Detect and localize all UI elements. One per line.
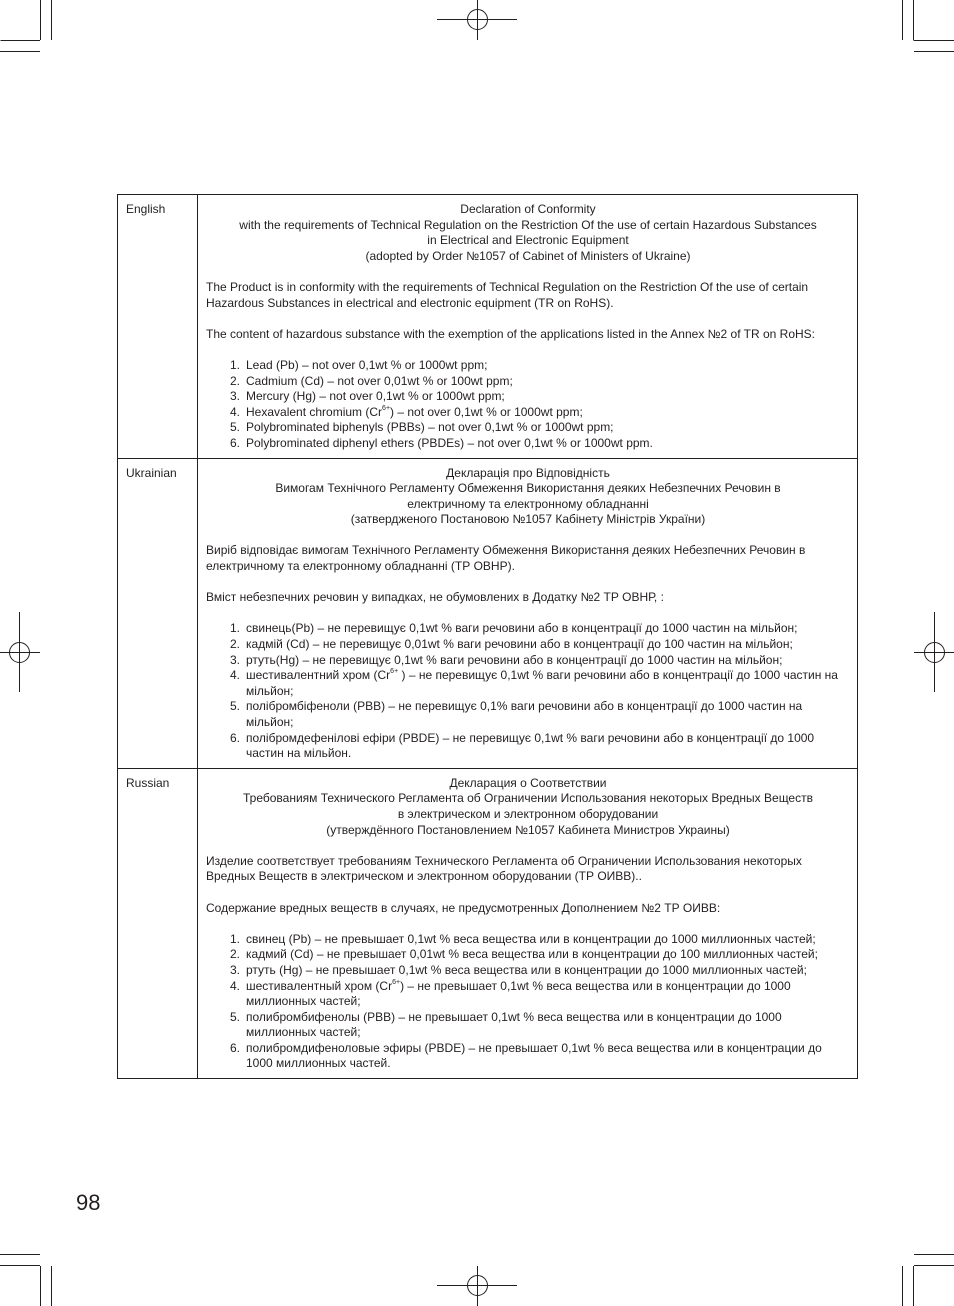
list-item-number: 6. [229, 1040, 240, 1055]
list-item-text [246, 653, 850, 669]
list-item-text-end: ) – не перевищує 0,1wt % ваги речовини або в концентрації до 1000 частин на мільйон; [246, 668, 838, 698]
language-label: Ukrainian [118, 458, 198, 768]
list-item-number: 1. [229, 621, 240, 636]
list-item-text-start: полібромбіфеноли (PBB) – не перевищує 0,1% ваги речовини або в концентрації до 1000 частин на мільйон; [246, 699, 803, 729]
list-item-number: 6. [229, 730, 240, 745]
list-item-text [246, 668, 850, 699]
heading-line: Вимогам Технічного Регламенту Обмеження Використання деяких Небезпечних Речовин в [275, 481, 781, 496]
list-item-number: 3. [229, 652, 240, 667]
list-item-number: 5. [229, 1009, 240, 1024]
list-item [206, 947, 850, 963]
registration-mark-bottom [437, 1266, 517, 1306]
substance-list [206, 932, 850, 1072]
declaration-row-english [118, 195, 858, 459]
list-item-text [246, 358, 850, 374]
list-item-text [246, 420, 850, 436]
list-item-text [246, 932, 850, 948]
list-item-number: 6. [229, 435, 240, 450]
list-item-number: 3. [229, 389, 240, 404]
list-item [206, 358, 850, 374]
language-label: English [118, 195, 198, 459]
heading-line: Декларація про Відповідність [446, 465, 610, 480]
list-item-number: 3. [229, 962, 240, 977]
list-item-number: 1. [229, 931, 240, 946]
declaration-paragraph: The Product is in conformity with the requirements of Technical Regulation on the Restriction Of the use of certain Hazardous Substances in electrical and electronic equipment (TR on RoHS). [206, 279, 809, 310]
list-item [206, 374, 850, 390]
list-item-text-start: ртуть(Hg) – не перевищує 0,1wt % ваги речовини або в концентрації до 1000 частин на мільйон; [246, 652, 783, 667]
list-item-text-start: ртуть (Hg) – не превышает 0,1wt % веса вещества или в концентрации до 1000 миллионных частей; [246, 962, 807, 977]
list-item-text-start: шестивалентный хром (Cr [246, 978, 393, 993]
declaration-paragraph: Виріб відповідає вимогам Технічного Регламенту Обмеження Використання деяких Небезпечних Речовин в електричному та електронному обладнанні (ТР ОВНР). [206, 543, 806, 574]
list-item [206, 389, 850, 405]
heading-line: в электрическом и электронном оборудовании [397, 806, 659, 821]
heading-line: електричному та електронному обладнанні [407, 496, 649, 511]
list-item-text [246, 947, 850, 963]
list-item-text-start: свинец (Pb) – не превышает 0,1wt % веса вещества или в концентрации до 1000 миллионных частей; [246, 931, 816, 946]
list-item-text-start: полібромдефенілові ефіри (PBDE) – не перевищує 0,1wt % ваги речовини або в концентрації до 1000 частин на мільйон. [246, 730, 815, 761]
list-item [206, 420, 850, 436]
declaration-body [198, 195, 858, 459]
declaration-heading [206, 466, 850, 528]
declaration-paragraph: Вміст небезпечних речовин у випадках, не обумовлених в Додатку №2 ТР ОВНР, : [206, 590, 664, 605]
declaration-body [198, 458, 858, 768]
list-item-text [246, 436, 850, 452]
list-item-text-start: Hexavalent chromium (Cr [246, 404, 383, 419]
superscript-charge: 6+ [382, 404, 391, 412]
declaration-paragraph: Содержание вредных веществ в случаях, не предусмотренных Дополнением №2 ТР ОИВВ: [206, 900, 721, 915]
list-item-text [246, 699, 850, 730]
list-item-text [246, 374, 850, 390]
declaration-body [198, 768, 858, 1078]
declaration-row-ukrainian [118, 458, 858, 768]
list-item-text [246, 1010, 850, 1041]
list-item-number: 2. [229, 637, 240, 652]
declaration-heading [206, 776, 850, 838]
list-item-text [246, 405, 850, 421]
list-item-text-start: шестивалентний хром (Cr [246, 668, 391, 683]
list-item [206, 668, 850, 699]
heading-line: Декларация о Соответствии [449, 775, 607, 790]
list-item [206, 963, 850, 979]
list-item-text [246, 621, 850, 637]
list-item [206, 637, 850, 653]
list-item [206, 621, 850, 637]
registration-mark-right [914, 612, 954, 692]
list-item-text [246, 731, 850, 762]
declaration-paragraph: Изделие соответствует требованиям Технического Регламента об Ограничении Использования некоторых Вредных Веществ в электрическом и электронном оборудовании (ТР ОИВВ).. [206, 853, 802, 884]
heading-line: Требованиям Технического Регламента об Ограничении Использования некоторых Вредных Веществ [243, 791, 813, 806]
heading-line: (утверждённого Постановлением №1057 Кабинета Министров Украины) [326, 822, 730, 837]
superscript-charge: 6+ [392, 978, 401, 986]
list-item [206, 1010, 850, 1041]
list-item-text-start: кадмий (Cd) – не превышает 0,01wt % веса вещества или в концентрации до 100 миллионных частей; [246, 947, 818, 962]
list-item [206, 979, 850, 1010]
list-item-text [246, 389, 850, 405]
registration-mark-top [437, 0, 517, 40]
list-item-text [246, 1041, 850, 1072]
list-item-number: 4. [229, 668, 240, 683]
heading-line: Declaration of Conformity [460, 202, 596, 216]
list-item [206, 699, 850, 730]
list-item [206, 731, 850, 762]
list-item-number: 4. [229, 404, 240, 419]
list-item-number: 4. [229, 978, 240, 993]
language-label: Russian [118, 768, 198, 1078]
list-item [206, 932, 850, 948]
list-item-text [246, 979, 850, 1010]
declaration-table [117, 194, 858, 1079]
list-item-text-end: ) – не превышает 0,1wt % веса вещества или в концентрации до 1000 миллионных частей; [246, 978, 791, 1009]
list-item-text-start: полибромдифеноловые эфиры (PBDE) – не превышает 0,1wt % веса вещества или в концентрации до 1000 миллионных частей. [246, 1040, 822, 1071]
list-item-number: 5. [229, 420, 240, 435]
list-item-number: 2. [229, 373, 240, 388]
list-item-text-start: свинець(Pb) – не перевищує 0,1wt % ваги речовини або в концентрації до 1000 частин на мільйон; [246, 621, 798, 636]
declaration-paragraph: The content of hazardous substance with the exemption of the applications listed in the Annex №2 of TR on RoHS: [206, 326, 816, 341]
list-item [206, 436, 850, 452]
list-item [206, 653, 850, 669]
list-item-text-start: Cadmium (Cd) – not over 0,01wt % or 100wt ppm; [246, 373, 513, 388]
list-item-number: 1. [229, 357, 240, 372]
superscript-charge: 6+ [390, 668, 399, 676]
list-item-text-start: Mercury (Hg) – not over 0,1wt % or 1000wt ppm; [246, 389, 505, 404]
heading-line: (adopted by Order №1057 of Cabinet of Ministers of Ukraine) [365, 248, 691, 263]
list-item-number: 5. [229, 699, 240, 714]
list-item-text [246, 637, 850, 653]
declaration-row-russian [118, 768, 858, 1078]
list-item-text [246, 963, 850, 979]
list-item [206, 1041, 850, 1072]
substance-list [206, 358, 850, 452]
list-item [206, 405, 850, 421]
heading-line: in Electrical and Electronic Equipment [427, 233, 629, 248]
list-item-text-end: ) – not over 0,1wt % or 1000wt ppm; [390, 404, 583, 419]
list-item-text-start: Polybrominated biphenyls (PBBs) – not over 0,1wt % or 1000wt ppm; [246, 420, 614, 435]
heading-line: (затвердженого Постановою №1057 Кабінету Міністрів України) [350, 512, 706, 527]
declaration-heading [206, 202, 850, 264]
list-item-number: 2. [229, 947, 240, 962]
substance-list [206, 621, 850, 761]
page-number: 98 [76, 1190, 101, 1215]
list-item-text-start: Polybrominated diphenyl ethers (PBDEs) – not over 0,1wt % or 1000wt ppm. [246, 435, 653, 450]
registration-mark-left [0, 612, 40, 692]
heading-line: with the requirements of Technical Regulation on the Restriction Of the use of certain Hazardous Substances [239, 217, 817, 232]
list-item-text-start: Lead (Pb) – not over 0,1wt % or 1000wt ppm; [246, 357, 488, 372]
list-item-text-start: кадмій (Cd) – не перевищує 0,01wt % ваги речовини або в концентрації до 100 частин на мільйон; [246, 637, 793, 652]
list-item-text-start: полибромбифенолы (PBB) – не превышает 0,1wt % веса вещества или в концентрации до 1000 миллионных частей; [246, 1009, 782, 1040]
